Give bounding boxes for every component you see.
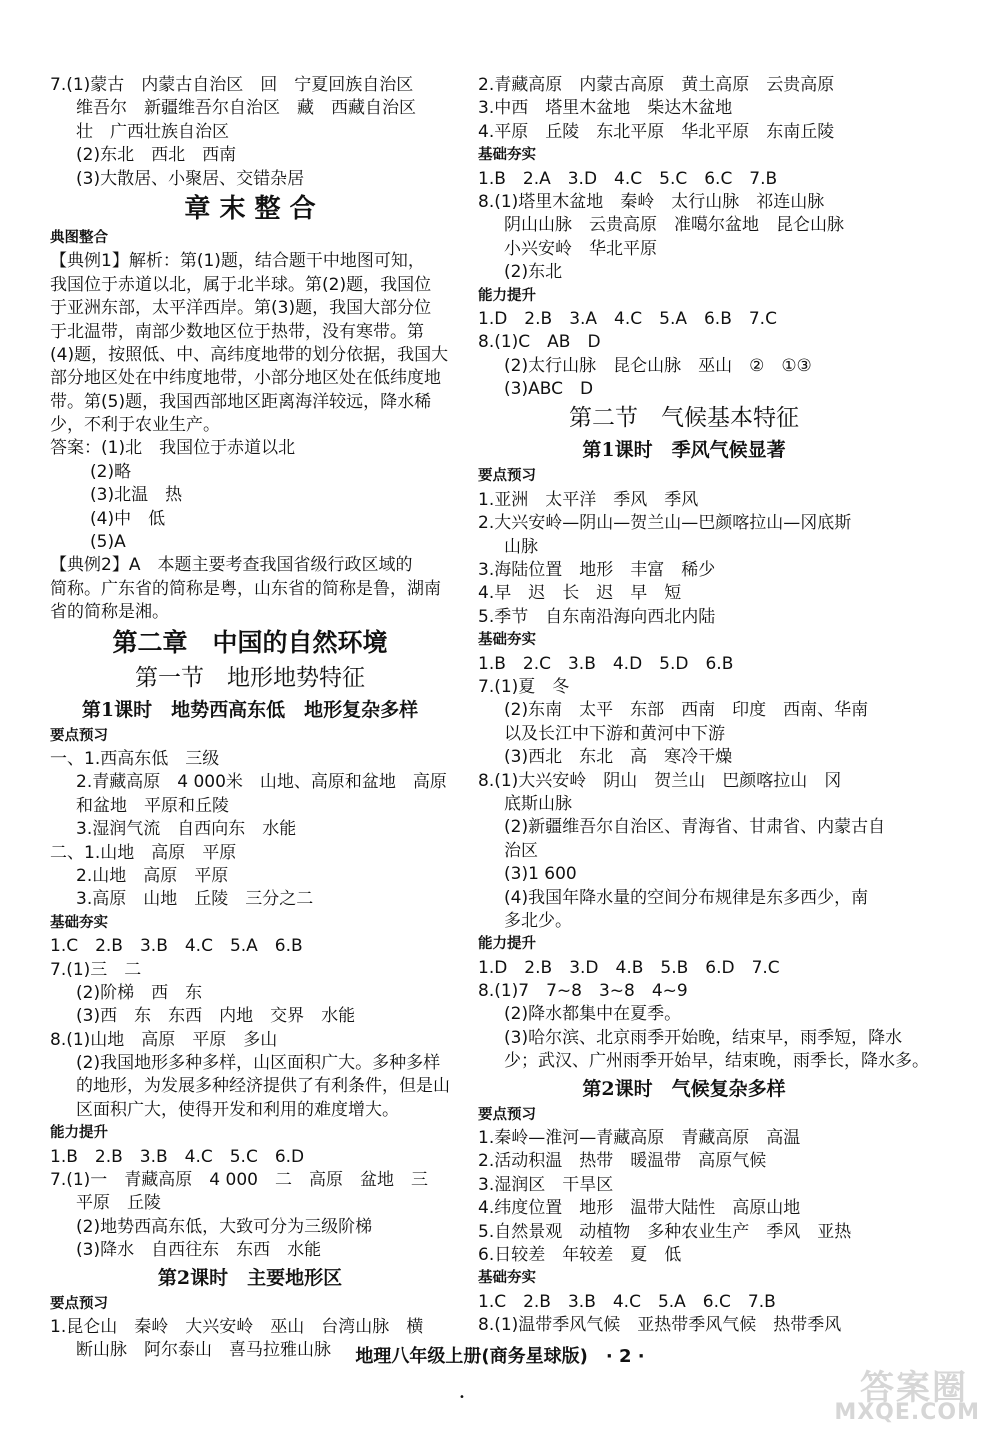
text-line: 小兴安岭 华北平原 bbox=[504, 238, 657, 259]
watermark-domain: MXQE.COM bbox=[834, 1400, 980, 1425]
text-line: 1.B 2.C 3.B 4.D 5.D 6.B bbox=[478, 653, 734, 674]
footer-dot: • bbox=[459, 1392, 465, 1403]
text-line: 区面积广大，使得开发和利用的难度增大。 bbox=[76, 1099, 399, 1120]
text-line: 8.(1)7 7~8 3~8 4~9 bbox=[478, 981, 688, 1002]
text-line: (3)ABC D bbox=[504, 379, 594, 400]
text-line: (2)略 bbox=[90, 461, 132, 482]
text-line: (3)降水 自西往东 东西 水能 bbox=[76, 1240, 322, 1261]
text-line: 7.(1)蒙古 内蒙古自治区 回 宁夏回族自治区 bbox=[50, 75, 414, 95]
text-line: (3)1 600 bbox=[504, 864, 577, 885]
subsection-label: 基础夯实 bbox=[478, 147, 536, 164]
text-line: (3)大散居、小聚居、交错杂居 bbox=[76, 168, 305, 189]
section-heading: 第2课时 主要地形区 bbox=[157, 1266, 343, 1289]
text-line: (2)地势西高东低，大致可分为三级阶梯 bbox=[76, 1216, 373, 1237]
section-heading: 第1课时 地势西高东低 地形复杂多样 bbox=[81, 698, 419, 721]
text-line: 1.C 2.B 3.B 4.C 5.A 6.C 7.B bbox=[478, 1291, 776, 1312]
text-line: 于北温带，南部少数地区位于热带，没有寒带。第 bbox=[50, 321, 424, 342]
text-line: 治区 bbox=[504, 840, 538, 861]
text-line: 3.海陆位置 地形 丰富 稀少 bbox=[478, 560, 716, 581]
subsection-label: 要点预习 bbox=[50, 727, 108, 744]
text-line: 少，不利于农业生产。 bbox=[50, 415, 220, 436]
text-line: 2.活动积温 热带 暖温带 高原气候 bbox=[478, 1151, 767, 1172]
text-line: 省的简称是湘。 bbox=[50, 602, 169, 623]
text-line: 8.(1)塔里木盆地 秦岭 太行山脉 祁连山脉 bbox=[478, 191, 825, 212]
subsection-label: 要点预习 bbox=[478, 1106, 536, 1123]
text-line: 7.(1)一 青藏高原 4 000 二 高原 盆地 三 bbox=[50, 1170, 428, 1191]
section-heading: 第二节 气候基本特征 bbox=[569, 405, 799, 432]
text-line: (3)哈尔滨、北京雨季开始晚，结束早，雨季短，降水 bbox=[504, 1027, 903, 1048]
section-heading: 第1课时 季风气候显著 bbox=[582, 439, 786, 462]
text-line: 底斯山脉 bbox=[504, 793, 572, 814]
text-line: 断山脉 阿尔泰山 喜马拉雅山脉 bbox=[76, 1340, 331, 1361]
text-line: 3.高原 山地 丘陵 三分之二 bbox=[76, 889, 314, 910]
text-line: 【典例2】A 本题主要考查我国省级行政区域的 bbox=[50, 555, 413, 576]
subsection-label: 能力提升 bbox=[50, 1125, 108, 1142]
text-line: 2.青藏高原 内蒙古高原 黄土高原 云贵高原 bbox=[478, 75, 835, 95]
text-line: 4.平原 丘陵 东北平原 华北平原 东南丘陵 bbox=[478, 121, 835, 142]
text-line: 8.(1)山地 高原 平原 多山 bbox=[50, 1029, 278, 1050]
text-line: (2)东北 bbox=[504, 262, 563, 283]
text-line: 于亚洲东部，太平洋西岸。第(3)题，我国大部分位 bbox=[50, 298, 432, 319]
text-line: 1.秦岭—淮河—青藏高原 青藏高原 高温 bbox=[478, 1128, 801, 1149]
text-line: 7.(1)夏 冬 bbox=[478, 676, 570, 697]
text-line: (2)降水都集中在夏季。 bbox=[504, 1004, 682, 1025]
text-line: (5)A bbox=[90, 532, 126, 553]
text-line: 答案：(1)北 我国位于赤道以北 bbox=[50, 438, 296, 459]
text-line: 我国位于赤道以北，属于北半球。第(2)题，我国位 bbox=[50, 274, 432, 295]
text-line: 1.D 2.B 3.A 4.C 5.A 6.B 7.C bbox=[478, 308, 777, 329]
text-line: 2.大兴安岭—阴山—贺兰山—巴颜喀拉山—冈底斯 bbox=[478, 513, 852, 534]
right-column bbox=[478, 74, 929, 1338]
text-line: 阴山山脉 云贵高原 准噶尔盆地 昆仑山脉 bbox=[504, 215, 844, 236]
text-line: (3)北温 热 bbox=[90, 485, 183, 506]
text-line: 1.D 2.B 3.D 4.B 5.B 6.D 7.C bbox=[478, 957, 780, 978]
text-line: 5.自然景观 动植物 多种农业生产 季风 亚热 bbox=[478, 1221, 852, 1242]
text-line: (2)太行山脉 昆仑山脉 巫山 ② ①③ bbox=[504, 355, 812, 376]
subsection-label: 基础夯实 bbox=[478, 1270, 536, 1287]
section-heading: 第一节 地形地势特征 bbox=[135, 664, 365, 691]
watermark-text: 答案圈 bbox=[860, 1368, 968, 1408]
text-line: 山脉 bbox=[504, 536, 538, 557]
text-line: 1.昆仑山 秦岭 大兴安岭 巫山 台湾山脉 横 bbox=[50, 1316, 424, 1337]
subsection-label: 能力提升 bbox=[478, 287, 536, 304]
text-line: 1.C 2.B 3.B 4.C 5.A 6.B bbox=[50, 936, 303, 957]
text-line: 简称。广东省的简称是粤，山东省的简称是鲁，湖南 bbox=[50, 578, 441, 599]
section-heading: 第2课时 气候复杂多样 bbox=[582, 1077, 786, 1100]
text-line: 平原 丘陵 bbox=[76, 1193, 161, 1214]
text-line: (2)东北 西北 西南 bbox=[76, 145, 237, 166]
text-line: (3)西 东 东西 内地 交界 水能 bbox=[76, 1006, 356, 1027]
text-line: 4.早 迟 长 迟 早 短 bbox=[478, 583, 682, 604]
text-line: 和盆地 平原和丘陵 bbox=[76, 795, 229, 816]
text-line: 的地形，为发展多种经济提供了有利条件，但是山 bbox=[76, 1076, 450, 1097]
text-line: 2.山地 高原 平原 bbox=[76, 865, 229, 886]
text-line: 1.B 2.B 3.B 4.C 5.C 6.D bbox=[50, 1146, 305, 1167]
text-line: 4.纬度位置 地形 温带大陆性 高原山地 bbox=[478, 1198, 801, 1219]
text-line: 2.青藏高原 4 000米 山地、高原和盆地 高原 bbox=[76, 772, 447, 793]
text-line: (2)新疆维吾尔自治区、青海省、甘肃省、内蒙古自 bbox=[504, 817, 886, 838]
text-line: 1.亚洲 太平洋 季风 季风 bbox=[478, 489, 699, 510]
text-line: 6.日较差 年较差 夏 低 bbox=[478, 1244, 682, 1265]
text-line: (4)中 低 bbox=[90, 508, 166, 529]
text-line: 维吾尔 新疆维吾尔自治区 藏 西藏自治区 bbox=[76, 98, 416, 119]
text-line: (2)东南 太平 东部 西南 印度 西南、华南 bbox=[504, 700, 869, 721]
text-line: 多北少。 bbox=[504, 910, 572, 931]
subsection-label: 要点预习 bbox=[478, 468, 536, 485]
subsection-label: 典图整合 bbox=[50, 229, 108, 246]
text-line: 8.(1)大兴安岭 阴山 贺兰山 巴颜喀拉山 冈 bbox=[478, 770, 842, 791]
subsection-label: 基础夯实 bbox=[50, 914, 108, 931]
text-line: 3.中西 塔里木盆地 柴达木盆地 bbox=[478, 98, 733, 119]
text-line: 8.(1)温带季风气候 亚热带季风气候 热带季风 bbox=[478, 1315, 842, 1336]
text-line: 以及长江中下游和黄河中下游 bbox=[504, 723, 725, 744]
text-line: 一、1.西高东低 三级 bbox=[50, 748, 220, 769]
text-line: 少；武汉、广州雨季开始早，结束晚，雨季长，降水多。 bbox=[504, 1051, 929, 1072]
subsection-label: 要点预习 bbox=[50, 1295, 108, 1312]
text-line: 8.(1)C AB D bbox=[478, 332, 601, 353]
watermark-logo bbox=[798, 1360, 988, 1430]
section-heading: 章 末 整 合 bbox=[184, 193, 316, 224]
section-heading: 第二章 中国的自然环境 bbox=[112, 627, 388, 657]
text-line: 二、1.山地 高原 平原 bbox=[50, 842, 237, 863]
text-line: 3.湿润气流 自西向东 水能 bbox=[76, 819, 297, 840]
text-line: (4)题，按照低、中、高纬度地带的划分依据，我国大 bbox=[50, 344, 449, 365]
text-line: 5.季节 自东南沿海向西北内陆 bbox=[478, 606, 716, 627]
text-line: (2)我国地形多种多样，山区面积广大。多种多样 bbox=[76, 1053, 441, 1074]
text-line: (4)我国年降水量的空间分布规律是东多西少，南 bbox=[504, 887, 869, 908]
text-line: (3)西北 东北 高 寒冷干燥 bbox=[504, 747, 733, 768]
subsection-label: 能力提升 bbox=[478, 936, 536, 953]
text-line: 部分地区处在中纬度地带，小部分地区处在低纬度地 bbox=[50, 368, 441, 389]
page-footer: 地理八年级上册(商务星球版) · 2 · bbox=[355, 1346, 645, 1367]
text-line: 【典例1】解析：第(1)题，结合题干中地图可知， bbox=[50, 251, 425, 272]
text-line: 壮 广西壮族自治区 bbox=[76, 121, 229, 142]
text-line: (2)阶梯 西 东 bbox=[76, 982, 203, 1003]
subsection-label: 基础夯实 bbox=[478, 632, 536, 649]
left-column bbox=[50, 74, 450, 1363]
text-line: 3.湿润区 干旱区 bbox=[478, 1174, 614, 1195]
text-line: 带。第(5)题，我国西部地区距离海洋较远，降水稀 bbox=[50, 391, 432, 412]
text-line: 7.(1)三 二 bbox=[50, 959, 142, 980]
text-line: 1.B 2.A 3.D 4.C 5.C 6.C 7.B bbox=[478, 168, 778, 189]
